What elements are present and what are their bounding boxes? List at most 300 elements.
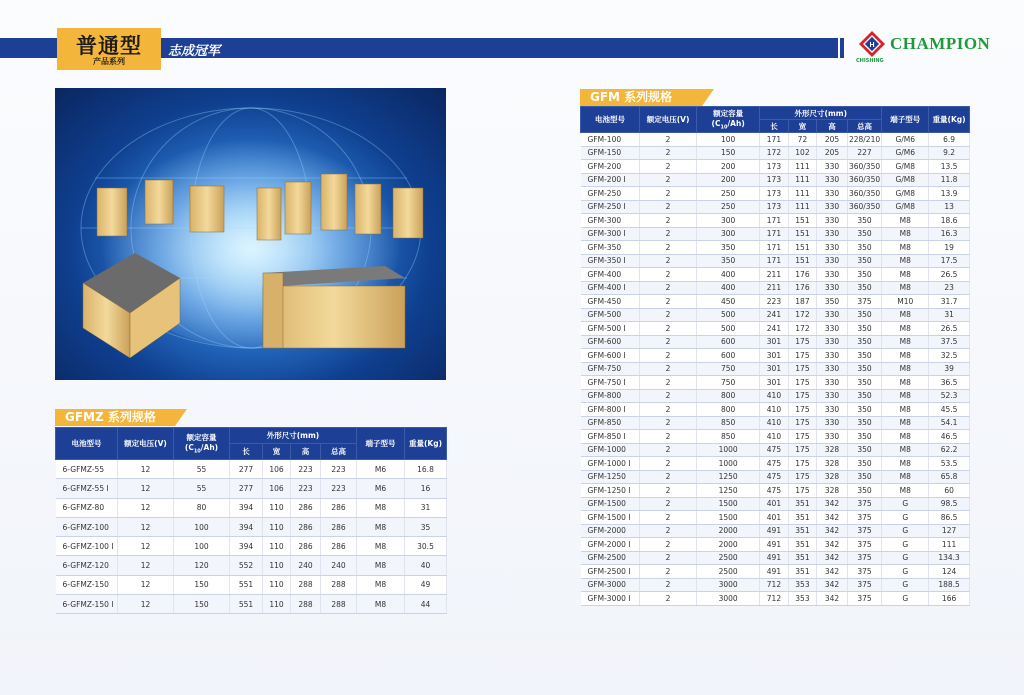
cell-length: 401 [760, 511, 789, 525]
cell-terminal: G [882, 497, 929, 511]
cell-height: 330 [817, 254, 848, 268]
cell-voltage: 2 [640, 484, 697, 498]
cell-weight: 54.1 [929, 416, 970, 430]
cell-terminal: G [882, 524, 929, 538]
cell-width: 102 [788, 146, 817, 160]
cell-width: 106 [263, 479, 291, 498]
cell-height: 342 [817, 578, 848, 592]
cell-total-height: 350 [847, 443, 882, 457]
cell-total-height: 350 [847, 241, 882, 255]
cell-weight: 23 [929, 281, 970, 295]
col-length: 长 [760, 120, 789, 133]
cell-voltage: 12 [118, 537, 174, 556]
cell-height: 205 [817, 133, 848, 147]
cell-weight: 52.3 [929, 389, 970, 403]
cell-total-height: 227 [847, 146, 882, 160]
cell-voltage: 2 [640, 443, 697, 457]
cell-height: 328 [817, 443, 848, 457]
cell-capacity: 100 [697, 133, 760, 147]
cell-terminal: G/M8 [882, 173, 929, 187]
cell-capacity: 850 [697, 416, 760, 430]
cell-capacity: 200 [697, 173, 760, 187]
table-row [581, 484, 970, 498]
cell-model: 6-GFMZ-150 [56, 575, 118, 594]
cell-height: 205 [817, 146, 848, 160]
cell-model: GFM-850 I [581, 430, 640, 444]
cell-length: 401 [760, 497, 789, 511]
cell-total-height: 350 [847, 335, 882, 349]
cell-capacity: 800 [697, 403, 760, 417]
cell-height: 328 [817, 470, 848, 484]
cell-model: GFM-400 [581, 268, 640, 282]
cell-capacity: 1250 [697, 484, 760, 498]
cell-model: GFM-3000 [581, 578, 640, 592]
table-row [581, 551, 970, 565]
cell-height: 342 [817, 565, 848, 579]
cell-height: 330 [817, 322, 848, 336]
col-terminal: 端子型号 [882, 107, 929, 133]
cell-voltage: 2 [640, 268, 697, 282]
table-row [581, 403, 970, 417]
table-row [581, 335, 970, 349]
cell-total-height: 350 [847, 470, 882, 484]
cell-width: 175 [788, 335, 817, 349]
col-weight: 重量(Kg) [405, 428, 447, 460]
cell-length: 211 [760, 268, 789, 282]
table-row [581, 133, 970, 147]
cell-width: 351 [788, 497, 817, 511]
cell-total-height: 350 [847, 308, 882, 322]
cell-length: 410 [760, 416, 789, 430]
slogan: 志成冠军 [168, 44, 221, 59]
cell-capacity: 750 [697, 362, 760, 376]
product-photo [55, 88, 446, 380]
cell-total-height: 228/210 [847, 133, 882, 147]
cell-length: 551 [230, 595, 263, 614]
cell-height: 330 [817, 227, 848, 241]
cell-length: 552 [230, 556, 263, 575]
cell-height: 330 [817, 281, 848, 295]
cell-length: 171 [760, 241, 789, 255]
col-capacity-unit-post: /Ah) [200, 443, 219, 453]
cell-width: 110 [263, 537, 291, 556]
cell-model: GFM-600 [581, 335, 640, 349]
cell-model: GFM-1000 [581, 443, 640, 457]
cell-total-height: 350 [847, 322, 882, 336]
cell-capacity: 250 [697, 200, 760, 214]
cell-total-height: 288 [321, 595, 357, 614]
cell-length: 491 [760, 551, 789, 565]
cell-model: GFM-850 [581, 416, 640, 430]
cell-voltage: 2 [640, 578, 697, 592]
cell-width: 353 [788, 578, 817, 592]
header-stripe [832, 38, 836, 58]
cell-capacity: 150 [174, 575, 230, 594]
cell-terminal: G [882, 511, 929, 525]
cell-length: 241 [760, 322, 789, 336]
cell-voltage: 12 [118, 595, 174, 614]
cell-height: 288 [291, 575, 321, 594]
cell-length: 475 [760, 443, 789, 457]
cell-voltage: 2 [640, 470, 697, 484]
cell-width: 106 [263, 460, 291, 479]
cell-length: 171 [760, 133, 789, 147]
cell-height: 330 [817, 349, 848, 363]
table-row [56, 595, 447, 614]
cell-terminal: M8 [357, 537, 405, 556]
cell-model: GFM-350 I [581, 254, 640, 268]
cell-voltage: 2 [640, 565, 697, 579]
cell-voltage: 2 [640, 160, 697, 174]
cell-terminal: G [882, 551, 929, 565]
cell-model: GFM-250 I [581, 200, 640, 214]
cell-height: 342 [817, 497, 848, 511]
cell-weight: 40 [405, 556, 447, 575]
cell-terminal: M8 [357, 575, 405, 594]
cell-height: 288 [291, 595, 321, 614]
cell-height: 330 [817, 268, 848, 282]
cell-height: 286 [291, 537, 321, 556]
cell-model: GFM-3000 I [581, 592, 640, 606]
cell-model: GFM-300 [581, 214, 640, 228]
col-capacity-label: 额定容量 [186, 433, 217, 443]
cell-height: 328 [817, 484, 848, 498]
cell-terminal: G/M8 [882, 187, 929, 201]
cell-capacity: 3000 [697, 592, 760, 606]
cell-voltage: 2 [640, 281, 697, 295]
cell-model: GFM-600 I [581, 349, 640, 363]
cell-voltage: 12 [118, 517, 174, 536]
cell-voltage: 2 [640, 200, 697, 214]
cell-total-height: 350 [847, 362, 882, 376]
cell-width: 175 [788, 416, 817, 430]
cell-voltage: 2 [640, 389, 697, 403]
cell-total-height: 375 [847, 578, 882, 592]
cell-width: 151 [788, 241, 817, 255]
cell-model: GFM-1500 I [581, 511, 640, 525]
cell-voltage: 2 [640, 335, 697, 349]
cell-model: 6-GFMZ-100 [56, 517, 118, 536]
cell-capacity: 150 [697, 146, 760, 160]
cell-voltage: 2 [640, 430, 697, 444]
cell-terminal: M8 [882, 281, 929, 295]
svg-text:H: H [869, 42, 875, 49]
cell-weight: 98.5 [929, 497, 970, 511]
cell-height: 286 [291, 517, 321, 536]
cell-width: 351 [788, 565, 817, 579]
header-stripe [840, 38, 844, 58]
cell-width: 175 [788, 457, 817, 471]
table-row [581, 160, 970, 174]
cell-weight: 60 [929, 484, 970, 498]
cell-width: 111 [788, 187, 817, 201]
cell-length: 173 [760, 200, 789, 214]
cell-model: GFM-1250 I [581, 484, 640, 498]
cell-weight: 35 [405, 517, 447, 536]
cell-capacity: 450 [697, 295, 760, 309]
cell-weight: 37.5 [929, 335, 970, 349]
cell-terminal: M8 [882, 268, 929, 282]
cell-height: 223 [291, 479, 321, 498]
cell-length: 277 [230, 460, 263, 479]
cell-weight: 13.5 [929, 160, 970, 174]
cell-terminal: M8 [882, 254, 929, 268]
cell-capacity: 250 [697, 187, 760, 201]
cell-voltage: 2 [640, 362, 697, 376]
col-height: 高 [817, 120, 848, 133]
cell-total-height: 350 [847, 254, 882, 268]
cell-total-height: 375 [847, 295, 882, 309]
cell-model: GFM-250 [581, 187, 640, 201]
cell-terminal: G [882, 578, 929, 592]
gfm-spec-table [580, 106, 970, 606]
cell-height: 330 [817, 430, 848, 444]
cell-model: GFM-2500 [581, 551, 640, 565]
cell-model: GFM-500 I [581, 322, 640, 336]
cell-model: GFM-450 [581, 295, 640, 309]
cell-weight: 45.5 [929, 403, 970, 417]
cell-terminal: M8 [882, 389, 929, 403]
cell-weight: 44 [405, 595, 447, 614]
col-width: 宽 [788, 120, 817, 133]
cell-weight: 188.5 [929, 578, 970, 592]
cell-total-height: 350 [847, 268, 882, 282]
gfm-section-title: GFM 系列规格 [580, 89, 702, 106]
col-dims: 外形尺寸(mm) [230, 428, 357, 444]
cell-length: 223 [760, 295, 789, 309]
cell-voltage: 2 [640, 524, 697, 538]
cell-total-height: 375 [847, 565, 882, 579]
cell-voltage: 2 [640, 416, 697, 430]
cell-height: 330 [817, 403, 848, 417]
cell-terminal: M8 [882, 443, 929, 457]
cell-capacity: 200 [697, 160, 760, 174]
cell-capacity: 1250 [697, 470, 760, 484]
cell-length: 301 [760, 349, 789, 363]
cell-terminal: G [882, 592, 929, 606]
cell-voltage: 2 [640, 376, 697, 390]
col-voltage: 额定电压(V) [640, 107, 697, 133]
cell-height: 330 [817, 200, 848, 214]
cell-weight: 46.5 [929, 430, 970, 444]
cell-voltage: 2 [640, 173, 697, 187]
cell-length: 173 [760, 160, 789, 174]
cell-total-height: 350 [847, 281, 882, 295]
cell-voltage: 2 [640, 254, 697, 268]
cell-length: 394 [230, 517, 263, 536]
cell-weight: 32.5 [929, 349, 970, 363]
col-capacity-label: 额定容量 [713, 109, 744, 119]
cell-total-height: 360/350 [847, 200, 882, 214]
cell-model: GFM-1500 [581, 497, 640, 511]
table-row [581, 511, 970, 525]
cell-length: 173 [760, 173, 789, 187]
cell-total-height: 223 [321, 479, 357, 498]
cell-model: 6-GFMZ-80 [56, 498, 118, 517]
cell-weight: 9.2 [929, 146, 970, 160]
cell-capacity: 150 [174, 595, 230, 614]
cell-height: 330 [817, 187, 848, 201]
col-terminal: 端子型号 [357, 428, 405, 460]
cell-weight: 31 [929, 308, 970, 322]
cell-voltage: 2 [640, 349, 697, 363]
cell-capacity: 80 [174, 498, 230, 517]
cell-length: 491 [760, 538, 789, 552]
cell-total-height: 286 [321, 517, 357, 536]
cell-voltage: 2 [640, 403, 697, 417]
cell-voltage: 2 [640, 457, 697, 471]
cell-length: 491 [760, 524, 789, 538]
table-row [581, 241, 970, 255]
cell-model: GFM-2000 [581, 524, 640, 538]
cell-total-height: 350 [847, 403, 882, 417]
cell-height: 330 [817, 160, 848, 174]
cell-voltage: 12 [118, 575, 174, 594]
cell-model: 6-GFMZ-120 [56, 556, 118, 575]
cell-total-height: 350 [847, 376, 882, 390]
cell-capacity: 100 [174, 517, 230, 536]
cell-height: 342 [817, 511, 848, 525]
cell-voltage: 2 [640, 538, 697, 552]
cell-total-height: 350 [847, 416, 882, 430]
cell-weight: 49 [405, 575, 447, 594]
cell-model: GFM-500 [581, 308, 640, 322]
cell-capacity: 3000 [697, 578, 760, 592]
cell-weight: 31 [405, 498, 447, 517]
cell-terminal: M8 [882, 308, 929, 322]
cell-capacity: 2000 [697, 538, 760, 552]
cell-terminal: M8 [357, 498, 405, 517]
cell-width: 110 [263, 498, 291, 517]
cell-height: 223 [291, 460, 321, 479]
cell-width: 175 [788, 403, 817, 417]
cell-total-height: 350 [847, 227, 882, 241]
col-total-height: 总高 [847, 120, 882, 133]
cell-terminal: M8 [882, 416, 929, 430]
cell-terminal: M8 [357, 595, 405, 614]
cell-model: GFM-800 I [581, 403, 640, 417]
cell-width: 151 [788, 214, 817, 228]
cell-height: 342 [817, 551, 848, 565]
cell-model: 6-GFMZ-55 [56, 460, 118, 479]
cell-width: 110 [263, 595, 291, 614]
table-row [56, 479, 447, 498]
cell-height: 350 [817, 295, 848, 309]
cell-capacity: 600 [697, 335, 760, 349]
cell-weight: 127 [929, 524, 970, 538]
cell-height: 330 [817, 173, 848, 187]
table-row [581, 497, 970, 511]
cell-width: 351 [788, 511, 817, 525]
cell-weight: 36.5 [929, 376, 970, 390]
cell-total-height: 350 [847, 430, 882, 444]
cell-weight: 30.5 [405, 537, 447, 556]
cell-capacity: 2500 [697, 551, 760, 565]
table-row [581, 565, 970, 579]
cell-width: 175 [788, 430, 817, 444]
cell-weight: 124 [929, 565, 970, 579]
cell-length: 277 [230, 479, 263, 498]
cell-voltage: 12 [118, 479, 174, 498]
gfmz-table-body [56, 460, 447, 614]
gfmz-spec-table [55, 427, 447, 614]
col-model: 电池型号 [581, 107, 640, 133]
table-row [56, 575, 447, 594]
cell-weight: 166 [929, 592, 970, 606]
cell-height: 330 [817, 362, 848, 376]
cell-total-height: 375 [847, 551, 882, 565]
cell-height: 330 [817, 335, 848, 349]
cell-width: 175 [788, 362, 817, 376]
cell-weight: 86.5 [929, 511, 970, 525]
cell-model: GFM-800 [581, 389, 640, 403]
cell-length: 475 [760, 457, 789, 471]
page-subtitle: 产品系列 [93, 57, 125, 66]
table-row [56, 556, 447, 575]
cell-weight: 16 [405, 479, 447, 498]
cell-weight: 26.5 [929, 268, 970, 282]
cell-capacity: 500 [697, 322, 760, 336]
cell-capacity: 350 [697, 241, 760, 255]
table-row [56, 517, 447, 536]
cell-width: 351 [788, 538, 817, 552]
cell-total-height: 360/350 [847, 160, 882, 174]
cell-length: 301 [760, 376, 789, 390]
cell-width: 351 [788, 524, 817, 538]
page-title: 普通型 [76, 34, 142, 58]
cell-terminal: M8 [882, 362, 929, 376]
cell-terminal: M8 [882, 457, 929, 471]
cell-capacity: 100 [174, 537, 230, 556]
cell-length: 171 [760, 227, 789, 241]
cell-voltage: 2 [640, 133, 697, 147]
cell-voltage: 2 [640, 592, 697, 606]
cell-total-height: 360/350 [847, 173, 882, 187]
cell-capacity: 2500 [697, 565, 760, 579]
cell-length: 301 [760, 335, 789, 349]
cell-total-height: 240 [321, 556, 357, 575]
table-row [581, 349, 970, 363]
cell-height: 330 [817, 214, 848, 228]
cell-total-height: 350 [847, 457, 882, 471]
cell-width: 175 [788, 389, 817, 403]
table-row [581, 592, 970, 606]
cell-voltage: 2 [640, 308, 697, 322]
cell-length: 394 [230, 498, 263, 517]
cell-width: 175 [788, 443, 817, 457]
cell-terminal: G/M6 [882, 133, 929, 147]
col-capacity-unit-post: /Ah) [727, 119, 745, 129]
cell-weight: 65.8 [929, 470, 970, 484]
cell-total-height: 375 [847, 524, 882, 538]
cell-capacity: 400 [697, 268, 760, 282]
table-row [581, 376, 970, 390]
cell-length: 211 [760, 281, 789, 295]
cell-terminal: M8 [882, 227, 929, 241]
col-total-height: 总高 [321, 444, 357, 460]
cell-width: 353 [788, 592, 817, 606]
cell-width: 351 [788, 551, 817, 565]
cell-capacity: 350 [697, 254, 760, 268]
cell-capacity: 120 [174, 556, 230, 575]
col-capacity-unit-pre: (C [711, 119, 721, 129]
cell-voltage: 2 [640, 551, 697, 565]
cell-weight: 13 [929, 200, 970, 214]
cell-model: GFM-750 [581, 362, 640, 376]
cell-capacity: 1000 [697, 457, 760, 471]
table-row [581, 146, 970, 160]
cell-total-height: 350 [847, 484, 882, 498]
